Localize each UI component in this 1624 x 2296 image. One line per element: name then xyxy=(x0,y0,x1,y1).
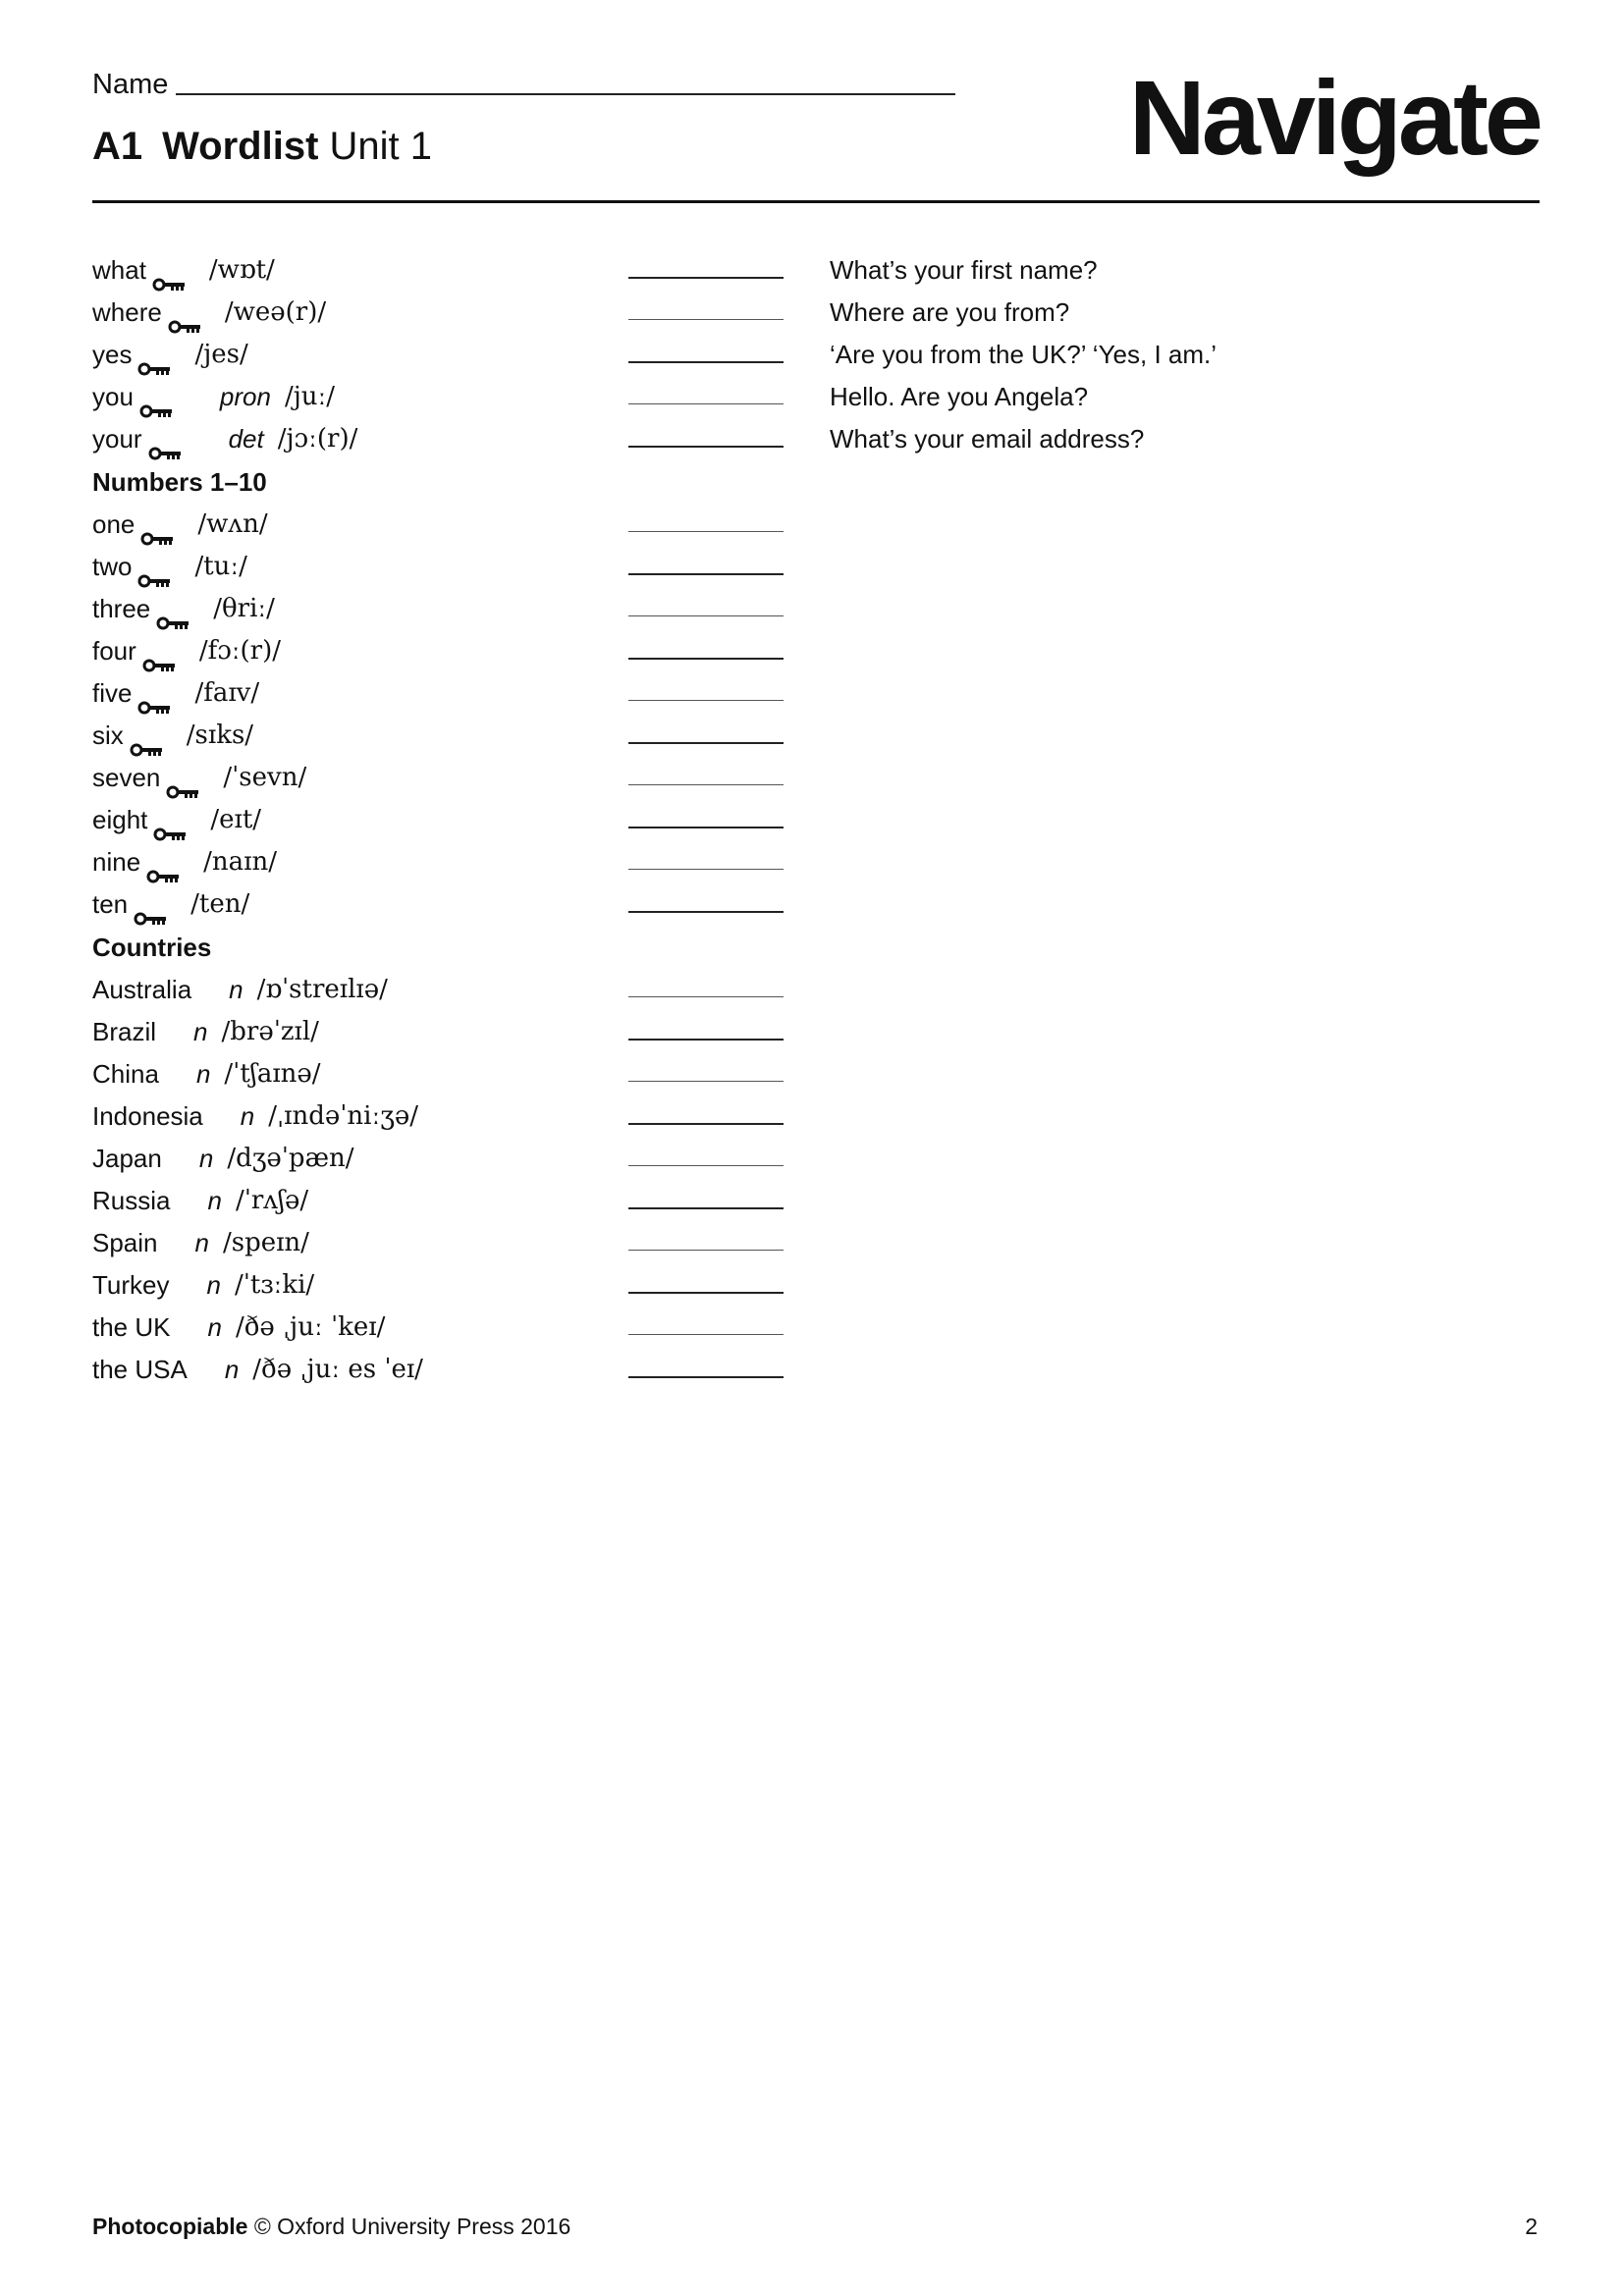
key-icon xyxy=(153,813,187,828)
wordlist-row xyxy=(92,1138,1540,1180)
part-of-speech: n xyxy=(194,1228,209,1257)
entry xyxy=(92,249,275,292)
part-of-speech: pron xyxy=(219,382,271,411)
phonetic-transcription: /fɔː(r)/ xyxy=(198,636,281,666)
translation-blank[interactable] xyxy=(628,700,784,701)
entry-word: four xyxy=(92,636,136,666)
key-icon xyxy=(166,771,199,786)
translation-blank[interactable] xyxy=(628,361,784,363)
level-label: A1 xyxy=(92,125,143,168)
entry-word: ten xyxy=(92,889,129,919)
wordlist-row xyxy=(92,841,1540,883)
wordlist-row xyxy=(92,249,1540,292)
navigate-logo: Navigate xyxy=(1128,58,1540,177)
part-of-speech: n xyxy=(198,1144,214,1173)
entry xyxy=(92,334,248,376)
phonetic-transcription: /faɪv/ xyxy=(194,678,260,708)
page-title xyxy=(92,125,432,169)
entry xyxy=(92,418,357,460)
example-sentence: What’s your email address? xyxy=(830,424,1145,454)
entry xyxy=(92,546,247,588)
translation-blank[interactable] xyxy=(628,1334,784,1335)
part-of-speech: n xyxy=(240,1101,255,1131)
entry xyxy=(92,1053,321,1095)
translation-blank[interactable] xyxy=(628,784,784,785)
key-icon xyxy=(146,855,180,871)
translation-blank[interactable] xyxy=(628,1250,784,1251)
entry xyxy=(92,969,388,1011)
part-of-speech: n xyxy=(195,1059,211,1089)
phonetic-transcription: /eɪt/ xyxy=(210,805,262,834)
phonetic-transcription: /tuː/ xyxy=(194,552,247,581)
translation-blank[interactable] xyxy=(628,319,784,320)
name-write-line[interactable] xyxy=(176,93,955,95)
entry-word: you xyxy=(92,382,134,411)
translation-blank[interactable] xyxy=(628,996,784,997)
phonetic-transcription: /ɒˈstreɪlɪə/ xyxy=(256,975,388,1004)
key-icon xyxy=(137,686,171,702)
unit-label: Unit 1 xyxy=(329,125,433,168)
phonetic-transcription: /speɪn/ xyxy=(222,1228,309,1257)
example-sentence: What’s your first name? xyxy=(830,255,1098,285)
key-icon xyxy=(152,263,186,279)
section-heading-numbers: Numbers 1–10 xyxy=(92,467,267,497)
key-icon xyxy=(137,560,171,575)
phonetic-transcription: /wʌn/ xyxy=(197,509,268,539)
wordlist-row xyxy=(92,1222,1540,1264)
page-number: 2 xyxy=(1525,2214,1538,2239)
header-divider xyxy=(92,200,1540,203)
entry xyxy=(92,715,253,757)
phonetic-transcription: /ˈtɜːki/ xyxy=(234,1270,315,1300)
wordlist-row xyxy=(92,292,1540,334)
entry xyxy=(92,841,277,883)
phonetic-transcription: /brəˈzɪl/ xyxy=(221,1017,319,1046)
phonetic-transcription: /naɪn/ xyxy=(203,847,277,877)
entry xyxy=(92,1222,309,1264)
entry xyxy=(92,1307,385,1349)
translation-blank[interactable] xyxy=(628,277,784,279)
key-icon xyxy=(130,728,163,744)
translation-blank[interactable] xyxy=(628,827,784,828)
key-icon xyxy=(148,432,182,448)
part-of-speech: det xyxy=(228,424,264,454)
wordlist-row xyxy=(92,715,1540,757)
wordlist-row xyxy=(92,799,1540,841)
entry-word: what xyxy=(92,255,146,285)
translation-blank[interactable] xyxy=(628,531,784,532)
entry xyxy=(92,588,275,630)
phonetic-transcription: /ðə ˌjuː es ˈeɪ/ xyxy=(252,1355,423,1384)
entry xyxy=(92,883,249,926)
entry-word: three xyxy=(92,594,151,623)
entry-word: Indonesia xyxy=(92,1101,203,1131)
entry-word: Russia xyxy=(92,1186,171,1215)
entry xyxy=(92,672,259,715)
phonetic-transcription: /ten/ xyxy=(190,889,250,919)
phonetic-transcription: /ˈtʃaɪnə/ xyxy=(224,1059,321,1089)
phonetic-transcription: /θriː/ xyxy=(213,594,275,623)
wordlist-row xyxy=(92,588,1540,630)
entry-word: Spain xyxy=(92,1228,158,1257)
entry xyxy=(92,504,268,546)
phonetic-transcription: /jes/ xyxy=(194,340,248,369)
translation-blank[interactable] xyxy=(628,1376,784,1378)
wordlist-row xyxy=(92,376,1540,418)
phonetic-transcription: /jɔː(r)/ xyxy=(277,424,358,454)
translation-blank[interactable] xyxy=(628,1207,784,1209)
translation-blank[interactable] xyxy=(628,911,784,913)
phonetic-transcription: /ˌɪndəˈniːʒə/ xyxy=(268,1101,419,1131)
section-heading-countries: Countries xyxy=(92,933,212,962)
wordlist-row xyxy=(92,1053,1540,1095)
entry xyxy=(92,630,281,672)
entry-word: one xyxy=(92,509,135,539)
phonetic-transcription: /wɒt/ xyxy=(208,255,275,285)
entry-word: yes xyxy=(92,340,133,369)
key-icon xyxy=(142,644,176,660)
key-icon xyxy=(156,602,189,617)
entry xyxy=(92,1138,354,1180)
phonetic-transcription: /weə(r)/ xyxy=(224,297,327,327)
translation-blank[interactable] xyxy=(628,403,784,404)
phonetic-transcription: /ðə ˌjuː ˈkeɪ/ xyxy=(235,1312,386,1342)
entry xyxy=(92,1264,314,1307)
footer xyxy=(92,2214,570,2240)
key-icon xyxy=(134,897,167,913)
part-of-speech: n xyxy=(229,975,244,1004)
wordlist-row xyxy=(92,1264,1540,1307)
part-of-speech: n xyxy=(207,1312,222,1342)
entry xyxy=(92,376,335,418)
entry xyxy=(92,757,306,799)
translation-blank[interactable] xyxy=(628,1039,784,1041)
key-icon xyxy=(137,347,171,363)
photocopiable-label: Photocopiable xyxy=(92,2214,248,2239)
copyright-text: © Oxford University Press 2016 xyxy=(253,2214,571,2239)
translation-blank[interactable] xyxy=(628,742,784,744)
entry-word: Japan xyxy=(92,1144,162,1173)
key-icon xyxy=(140,517,174,533)
example-sentence: ‘Are you from the UK?’ ‘Yes, I am.’ xyxy=(830,340,1218,369)
entry-word: where xyxy=(92,297,162,327)
wordlist xyxy=(92,249,1540,1391)
example-sentence: Hello. Are you Angela? xyxy=(830,382,1089,411)
key-icon xyxy=(168,305,201,321)
part-of-speech: n xyxy=(224,1355,240,1384)
entry-word: seven xyxy=(92,763,161,792)
translation-blank[interactable] xyxy=(628,869,784,870)
wordlist-row xyxy=(92,1011,1540,1053)
translation-blank[interactable] xyxy=(628,446,784,448)
wordlist-label: Wordlist xyxy=(162,125,319,168)
wordlist-row xyxy=(92,969,1540,1011)
entry-word: five xyxy=(92,678,133,708)
translation-blank[interactable] xyxy=(628,1123,784,1125)
part-of-speech: n xyxy=(206,1270,221,1300)
entry-word: nine xyxy=(92,847,141,877)
wordlist-row xyxy=(92,334,1540,376)
phonetic-transcription: /ˈrʌʃə/ xyxy=(235,1186,309,1215)
entry-word: Brazil xyxy=(92,1017,157,1046)
entry-word: Turkey xyxy=(92,1270,170,1300)
wordlist-row xyxy=(92,504,1540,546)
entry xyxy=(92,1095,418,1138)
wordlist-row xyxy=(92,546,1540,588)
wordlist-row xyxy=(92,1307,1540,1349)
part-of-speech: n xyxy=(207,1186,222,1215)
entry xyxy=(92,1349,423,1391)
translation-blank[interactable] xyxy=(628,658,784,660)
wordlist-row xyxy=(92,672,1540,715)
entry-word: two xyxy=(92,552,133,581)
translation-blank[interactable] xyxy=(628,615,784,616)
wordlist-row xyxy=(92,630,1540,672)
entry xyxy=(92,1011,319,1053)
part-of-speech: n xyxy=(193,1017,208,1046)
entry-word: the UK xyxy=(92,1312,171,1342)
phonetic-transcription: /ˈsevn/ xyxy=(223,763,307,792)
translation-blank[interactable] xyxy=(628,573,784,575)
translation-blank[interactable] xyxy=(628,1292,784,1294)
entry-word: Australia xyxy=(92,975,192,1004)
phonetic-transcription: /sɪks/ xyxy=(186,721,254,750)
name-label: Name xyxy=(92,69,169,100)
entry-word: your xyxy=(92,424,142,454)
phonetic-transcription: /dʒəˈpæn/ xyxy=(227,1144,354,1173)
entry xyxy=(92,292,326,334)
entry-word: six xyxy=(92,721,124,750)
wordlist-row xyxy=(92,1180,1540,1222)
entry xyxy=(92,1180,308,1222)
wordlist-row xyxy=(92,418,1540,460)
entry-word: China xyxy=(92,1059,159,1089)
example-sentence: Where are you from? xyxy=(830,297,1070,327)
wordlist-row xyxy=(92,1349,1540,1391)
name-field xyxy=(92,69,955,101)
wordlist-row xyxy=(92,757,1540,799)
wordlist-row xyxy=(92,883,1540,926)
entry-word: eight xyxy=(92,805,148,834)
key-icon xyxy=(139,390,173,405)
wordlist-row xyxy=(92,1095,1540,1138)
translation-blank[interactable] xyxy=(628,1081,784,1082)
entry-word: the USA xyxy=(92,1355,188,1384)
entry xyxy=(92,799,261,841)
phonetic-transcription: /juː/ xyxy=(284,382,336,411)
translation-blank[interactable] xyxy=(628,1165,784,1166)
